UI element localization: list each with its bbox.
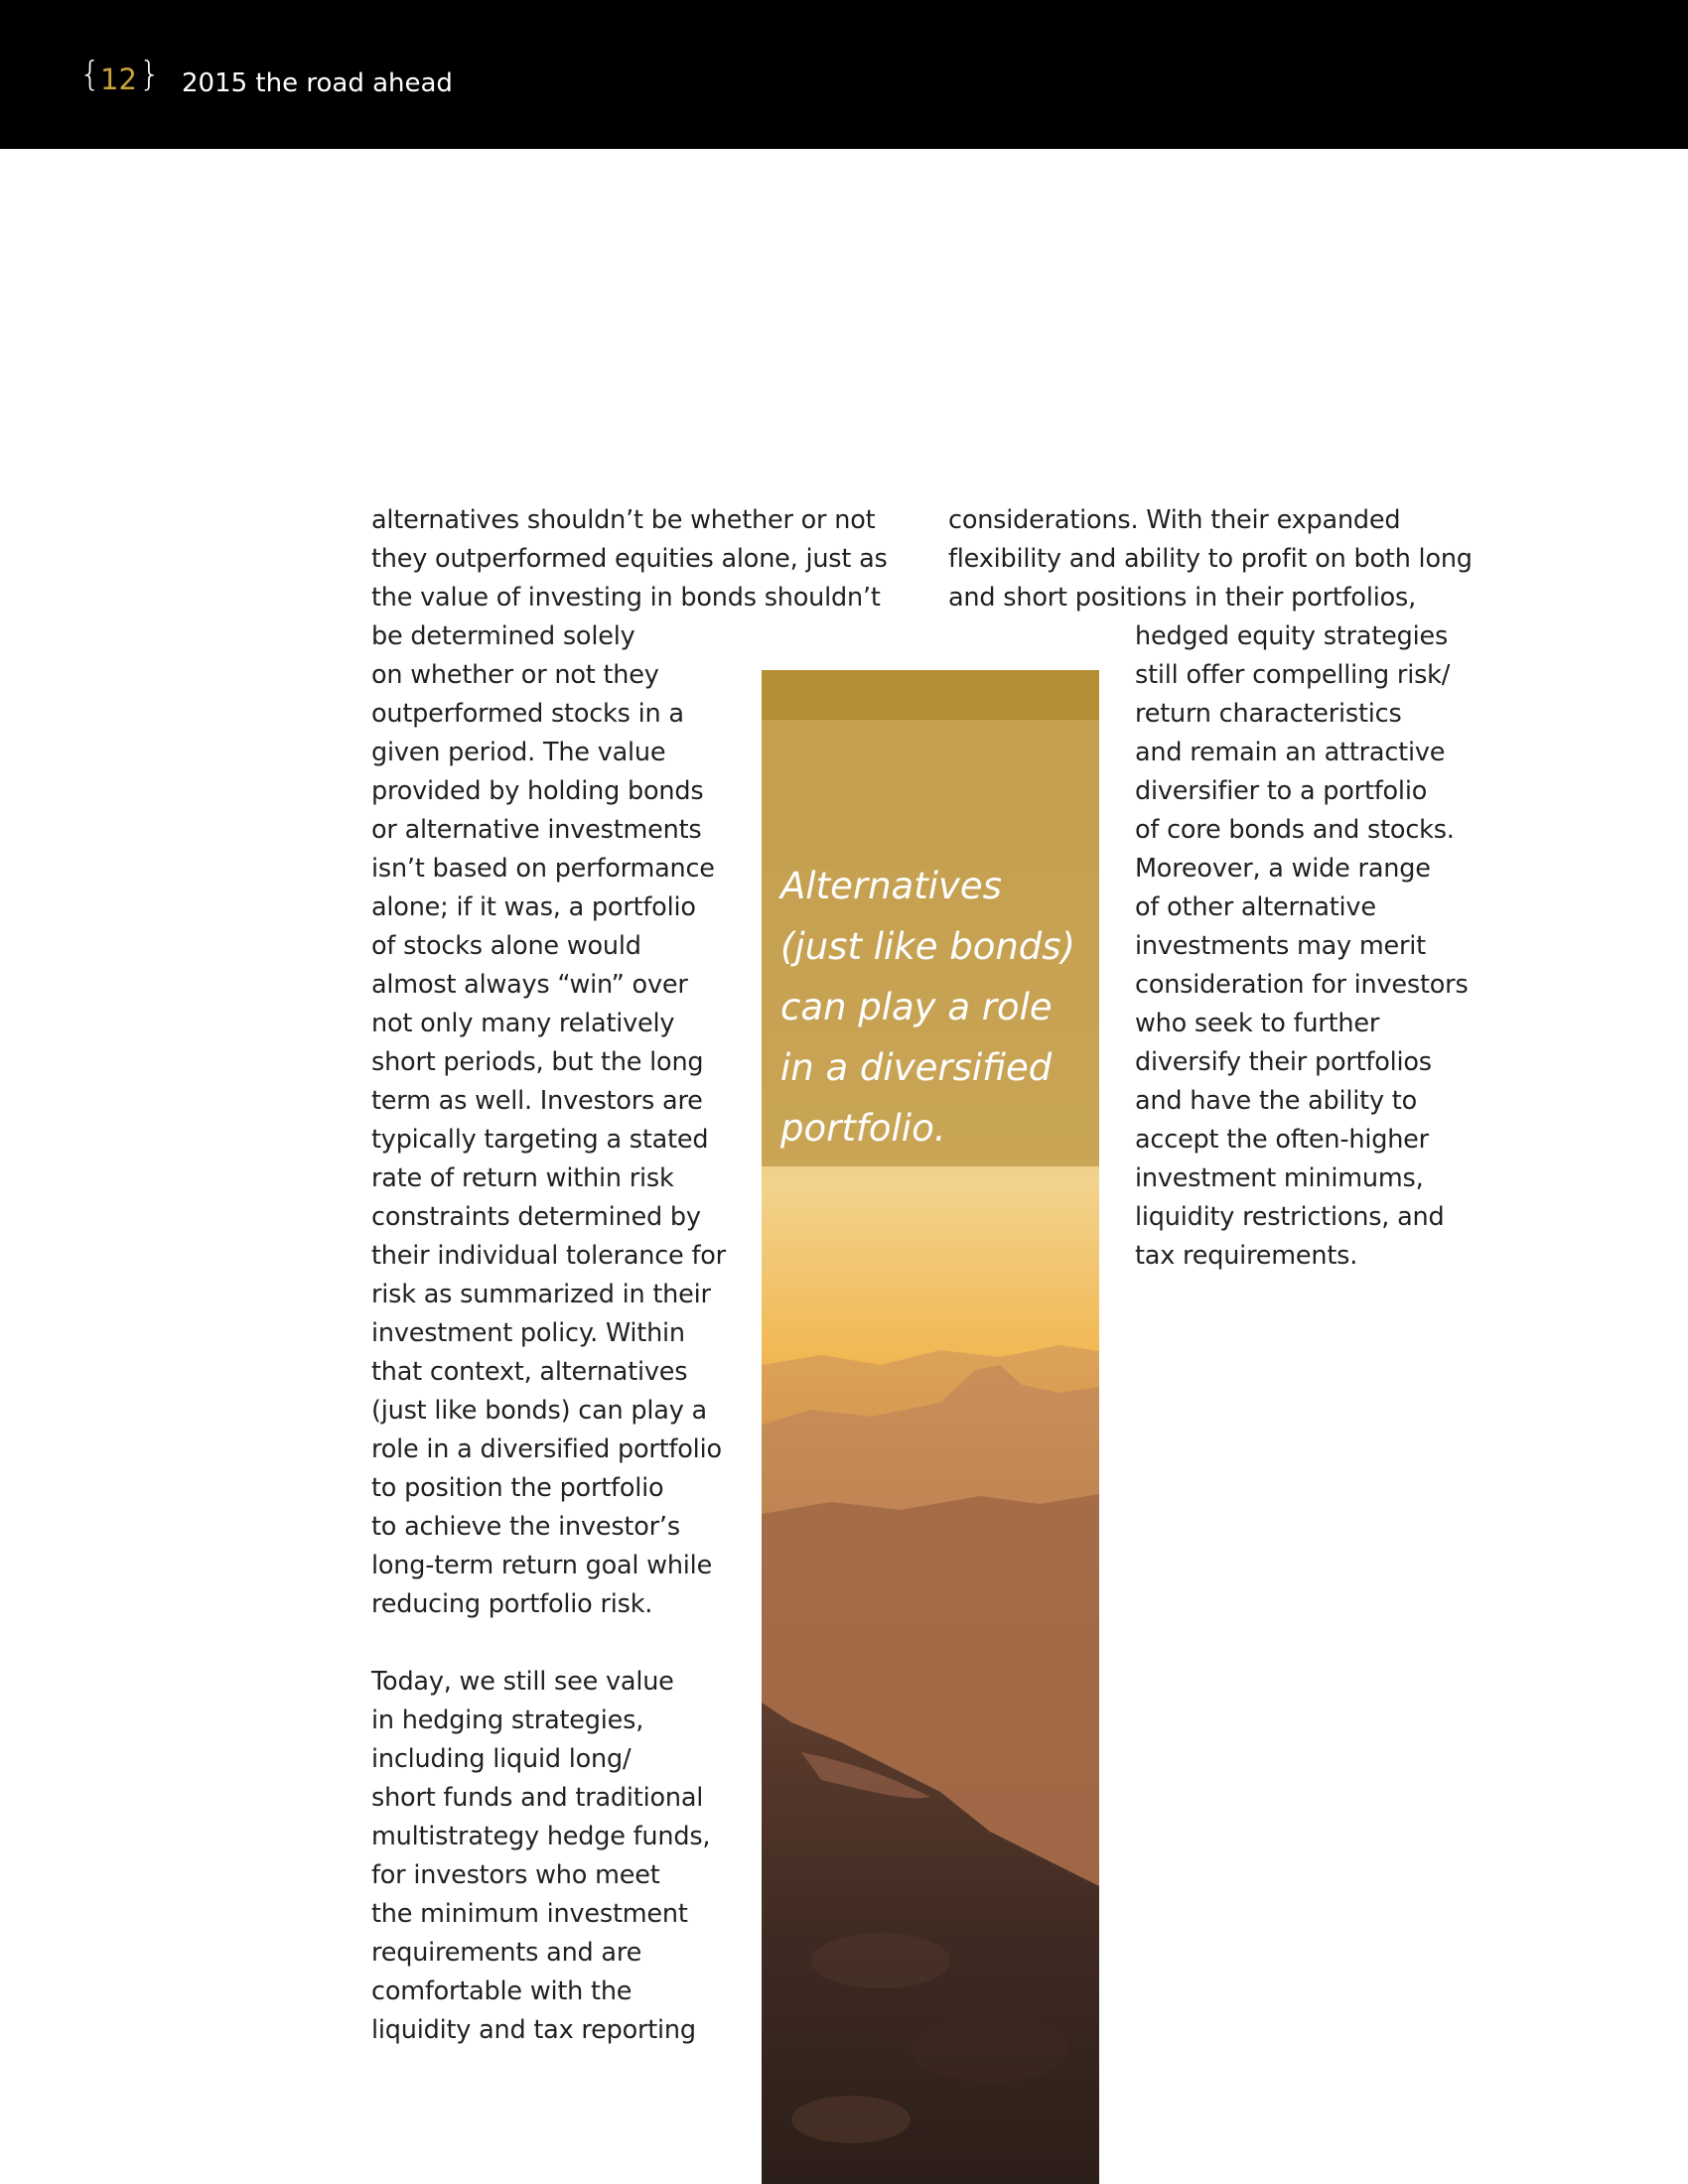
text-line: not only many relatively <box>371 1009 675 1038</box>
text-line: risk as summarized in their <box>371 1280 711 1309</box>
text-line: long-term return goal while <box>371 1551 713 1580</box>
page-header <box>0 0 1688 149</box>
paragraph-gap <box>371 1624 888 1663</box>
text-line: diversify their portfolios <box>1135 1047 1432 1077</box>
text-line: flexibility and ability to profit on both long <box>948 544 1473 574</box>
text-line: including liquid long/ <box>371 1744 632 1774</box>
publication-title: 2015 the road ahead <box>182 68 453 98</box>
text-line: accept the often-higher <box>1135 1125 1429 1155</box>
text-line: on whether or not they <box>371 660 659 690</box>
text-line: (just like bonds) can play a <box>371 1396 707 1426</box>
text-line: short periods, but the long <box>371 1047 704 1077</box>
text-line: Today, we still see value <box>371 1667 674 1697</box>
text-line: return characteristics <box>1135 699 1402 729</box>
text-line: consideration for investors <box>1135 970 1469 1000</box>
text-line: liquidity and tax reporting <box>371 2015 696 2045</box>
text-line: that context, alternatives <box>371 1357 688 1387</box>
text-line: constraints determined by <box>371 1202 701 1232</box>
text-line: their individual tolerance for <box>371 1241 726 1271</box>
text-line: they outperformed equities alone, just as <box>371 544 888 574</box>
right-column-text-bottom <box>1135 617 1469 1276</box>
text-line: to position the portfolio <box>371 1473 664 1503</box>
page-number-brace-open: { <box>79 55 101 94</box>
text-line: hedged equity strategies <box>1135 621 1449 651</box>
text-line: be determined solely <box>371 621 635 651</box>
text-line: and have the ability to <box>1135 1086 1417 1116</box>
text-line: tax requirements. <box>1135 1241 1358 1271</box>
text-line: who seek to further <box>1135 1009 1380 1038</box>
text-line: outperformed stocks in a <box>371 699 684 729</box>
text-line: comfortable with the <box>371 1977 633 2006</box>
text-line: requirements and are <box>371 1938 642 1968</box>
text-line: for investors who meet <box>371 1860 660 1890</box>
text-line: investments may merit <box>1135 931 1426 961</box>
pull-quote-line: can play a role <box>780 986 1053 1028</box>
text-line: investment minimums, <box>1135 1163 1424 1193</box>
text-line: investment policy. Within <box>371 1318 685 1348</box>
text-line: the value of investing in bonds shouldn’t <box>371 583 881 613</box>
text-line: or alternative investments <box>371 815 702 845</box>
text-line: and short positions in their portfolios, <box>948 583 1416 613</box>
pull-quote-line: (just like bonds) <box>780 925 1075 968</box>
text-line: given period. The value <box>371 738 666 767</box>
text-line: provided by holding bonds <box>371 776 704 806</box>
text-line: reducing portfolio risk. <box>371 1589 653 1619</box>
text-line: short funds and traditional <box>371 1783 704 1813</box>
pull-quote-line: Alternatives <box>780 865 1002 907</box>
text-line: and remain an attractive <box>1135 738 1446 767</box>
text-line: to achieve the investor’s <box>371 1512 680 1542</box>
text-line: liquidity restrictions, and <box>1135 1202 1445 1232</box>
text-line: rate of return within risk <box>371 1163 674 1193</box>
pull-quote-line: portfolio. <box>780 1107 946 1150</box>
text-line: typically targeting a stated <box>371 1125 709 1155</box>
text-line: considerations. With their expanded <box>948 505 1401 535</box>
text-line: alternatives shouldn’t be whether or not <box>371 505 876 535</box>
left-column-text <box>371 501 888 2050</box>
text-line: alone; if it was, a portfolio <box>371 892 696 922</box>
page-number: 12 <box>100 63 137 96</box>
text-line: still offer compelling risk/ <box>1135 660 1451 690</box>
text-line: of other alternative <box>1135 892 1376 922</box>
text-line: of stocks alone would <box>371 931 641 961</box>
text-line: isn’t based on performance <box>371 854 715 884</box>
text-line: role in a diversified portfolio <box>371 1434 722 1464</box>
text-line: diversifier to a portfolio <box>1135 776 1428 806</box>
page-number-brace-close: } <box>139 55 161 94</box>
text-line: in hedging strategies, <box>371 1706 644 1735</box>
text-line: term as well. Investors are <box>371 1086 703 1116</box>
text-line: the minimum investment <box>371 1899 688 1929</box>
pull-quote-line: in a diversified <box>780 1046 1053 1089</box>
text-line: multistrategy hedge funds, <box>371 1822 711 1851</box>
text-line: Moreover, a wide range <box>1135 854 1431 884</box>
right-column-text-top <box>948 501 1473 617</box>
text-line: almost always “win” over <box>371 970 688 1000</box>
text-line: of core bonds and stocks. <box>1135 815 1455 845</box>
